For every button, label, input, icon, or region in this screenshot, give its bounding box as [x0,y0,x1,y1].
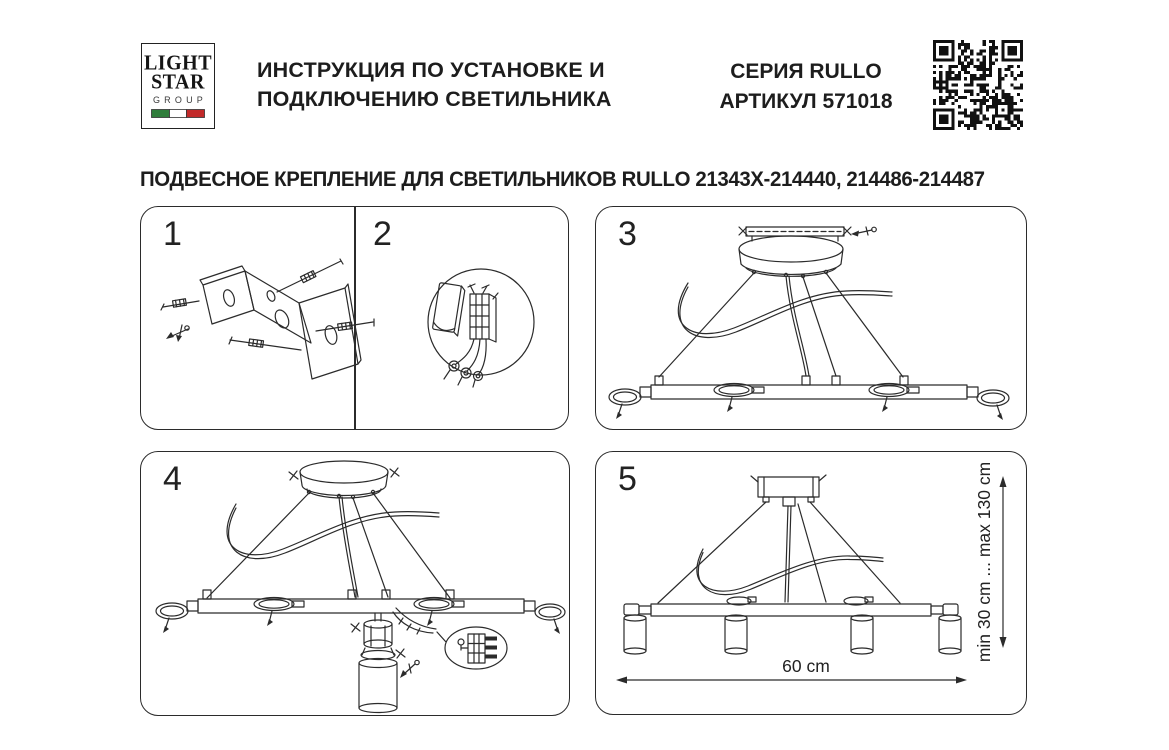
shade-wiring-diagram [141,452,569,715]
panel-step-4 [140,451,570,716]
logo-star-text: STAR [151,70,205,94]
panel-steps-1-2 [140,206,569,430]
screw-icon [166,325,189,342]
screw-icon [400,660,419,678]
screw-icon [851,227,876,237]
step-number-2: 2 [373,215,392,253]
page-title [257,56,612,114]
italian-flag-stripe [151,109,205,118]
logo-light-text: LIGHT [143,51,213,75]
step-number-5: 5 [618,460,637,498]
panel-step-5 [595,451,1027,715]
flag-white-band [170,110,187,118]
step-number-1: 1 [163,215,182,253]
title-line-2: ПОДКЛЮЧЕНИЮ СВЕТИЛЬНИКА [257,87,612,111]
step-number-4: 4 [163,460,182,498]
series-label: СЕРИЯ RULLO [730,60,882,83]
width-dimension-label: 60 cm [782,656,830,676]
step-number-3: 3 [618,215,637,253]
logo-group-text: GROUP [152,95,207,105]
lightstar-logo [141,43,215,129]
title-line-1: ИНСТРУКЦИЯ ПО УСТАНОВКЕ И [257,58,605,82]
flag-green-band [152,110,170,118]
bracket-and-connector-diagram [141,207,568,429]
subtitle: ПОДВЕСНОЕ КРЕПЛЕНИЕ ДЛЯ СВЕТИЛЬНИКОВ RULLO 21343X-214440, 214486-214487 [140,167,985,191]
flag-red-band [187,110,205,118]
qr-code [933,40,1023,130]
product-info [700,57,912,117]
height-dimension-label: min 30 cm ... max 130 cm [974,461,994,663]
panel-step-3 [595,206,1027,430]
suspension-mounting-diagram [596,207,1026,429]
article-label: АРТИКУЛ 571018 [719,90,893,113]
